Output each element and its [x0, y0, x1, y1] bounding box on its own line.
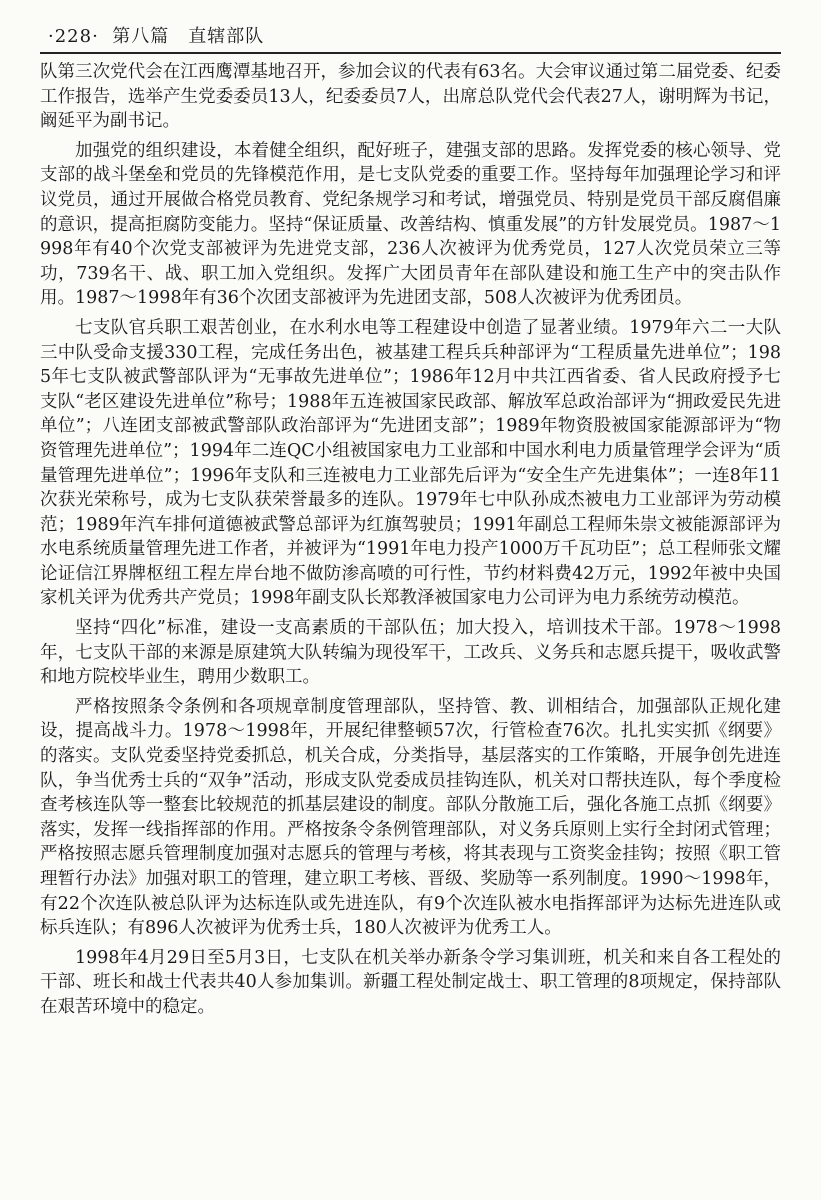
page-body [40, 60, 781, 1020]
paragraph-continuation: 队第三次党代会在江西鹰潭基地召开，参加会议的代表有63名。大会审议通过第二届党委、纪委工作报告，选举产生党委委员13人，纪委委员7人，出席总队党代会代表27人，谢明辉为书记，阚延平为副书记。 [40, 62, 781, 132]
paragraph-training: 1998年4月29日至5月3日，七支队在机关举办新条令学习集训班，机关和来自各工程处的干部、班长和战士代表共40人参加集训。新疆工程处制定战士、职工管理的8项规定，保持部队在艰苦环境中的稳定。 [40, 947, 781, 1017]
paragraph-management: 严格按照条令条例和各项规章制度管理部队，坚持管、教、训相结合，加强部队正规化建设，提高战斗力。1978～1998年，开展纪律整顿57次，行管检查76次。扎扎实实抓《纲要》的落实。支队党委坚持党委抓总，机关合成，分类指导，基层落实的工作策略，开展争创先进连队，争当优秀士兵的“双争”活动，形成支队党委成员挂钩连队，机关对口帮扶连队，每个季度检查考核连队等一整套比较规范的抓基层建设的制度。部队分散施工后，强化各施工点抓《纲要》落实，发挥一线指挥部的作用。严格按条令条例管理部队，对义务兵原则上实行全封闭式管理；严格按照志愿兵管理制度加强对志愿兵的管理与考核，将其表现与工资奖金挂钩；按照《职工管理暂行办法》加强对职工的管理，建立职工考核、晋级、奖励等一系列制度。1990～1998年，有22个次连队被总队评为达标连队或先进连队，有9个次连队被水电指挥部评为达标先进连队或标兵连队；有896人次被评为优秀士兵，180人次被评为优秀工人。 [40, 696, 781, 939]
page-header [40, 16, 781, 52]
paragraph-achievements: 七支队官兵职工艰苦创业，在水利水电等工程建设中创造了显著业绩。1979年六二一大队三中队受命支援330工程，完成任务出色，被基建工程兵兵种部评为“工程质量先进单位”；1985年七支队被武警部队评为“无事故先进单位”；1986年12月中共江西省委、省人民政府授予七支队“老区建设先进单位”称号；1988年五连被国家民政部、解放军总政治部评为“拥政爱民先进单位”；八连团支部被武警部队政治部评为“先进团支部”；1989年物资股被国家能源部评为“物资管理先进单位”；1994年二连QC小组被国家电力工业部和中国水利电力质量管理学会评为“质量管理先进单位”；1996年支队和三连被电力工业部先后评为“安全生产先进集体”；一连8年11次获光荣称号，成为七支队获荣誉最多的连队。1979年七中队孙成杰被电力工业部评为劳动模范；1989年汽车排何道德被武警总部评为红旗驾驶员；1991年副总工程师朱崇文被能源部评为水电系统质量管理先进工作者，并被评为“1991年电力投产1000万千瓦功臣”；总工程师张文耀论证信江界牌枢纽工程左岸台地不做防渗高喷的可行性，节约材料费42万元，1992年被中央国家机关评为优秀共产党员；1998年副支队长郑教泽被国家电力公司评为电力系统劳动模范。 [40, 317, 781, 609]
header-text [48, 22, 264, 48]
paragraph-party-organization: 加强党的组织建设，本着健全组织，配好班子，建强支部的思路。发挥党委的核心领导、党支部的战斗堡垒和党员的先锋模范作用，是七支队党委的重要工作。坚持每年加强理论学习和评议党员，通过开展做合格党员教育、党纪条规学习和考试，增强党员、特别是党员干部反腐倡廉的意识，提高拒腐防变能力。坚持“保证质量、改善结构、慎重发展”的方针发展党员。1987～1998年有40个次党支部被评为先进党支部，236人次被评为优秀党员，127人次党员荣立三等功，739名干、战、职工加入党组织。发挥广大团员青年在部队建设和施工生产中的突击队作用。1987～1998年有36个次团支部被评为先进团支部，508人次被评为优秀团员。 [40, 140, 781, 309]
paragraph-cadres: 坚持“四化”标准，建设一支高素质的干部队伍；加大投入，培训技术干部。1978～1998年，七支队干部的来源是原建筑大队转编为现役军干，工改兵、义务兵和志愿兵提干，吸收武警和地方院校毕业生，聘用少数职工。 [40, 618, 781, 688]
section-title: 第八篇 直辖部队 [112, 26, 265, 47]
page-number: ·228· [48, 26, 99, 47]
header-rule [40, 52, 781, 54]
